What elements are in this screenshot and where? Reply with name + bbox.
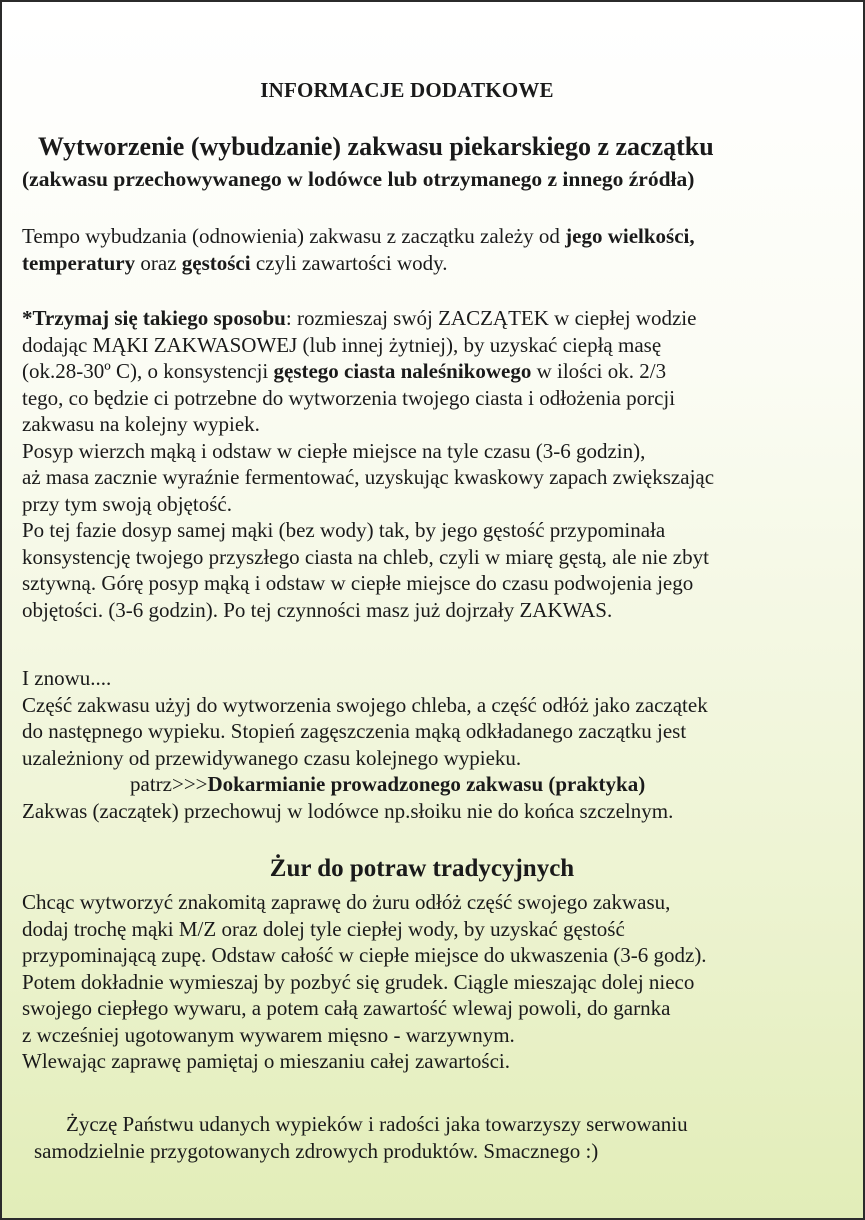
again-line: Zakwas (zaczątek) przechowuj w lodówce np.słoiku nie do końca szczelnym. — [22, 798, 674, 823]
intro-text: czyli zawartości wody. — [250, 250, 448, 275]
closing-paragraph — [22, 1111, 842, 1164]
intro-line-1 — [22, 223, 848, 250]
intro-line-2 — [22, 250, 848, 277]
again-line: do następnego wypieku. Stopień zagęszczenia mąką odkładanego zaczątku jest — [22, 719, 687, 743]
method-line: Po tej fazie dosyp samej mąki (bez wody) tak, by jego gęstość przypominała — [22, 518, 666, 542]
method-bold-lead: *Trzymaj się takiego sposobu — [22, 306, 286, 330]
zur-paragraph — [22, 889, 848, 1075]
again-line: I znowu.... — [22, 666, 112, 690]
again-paragraph — [22, 665, 848, 824]
method-line: aż masa zacznie wyraźnie fermentować, uzyskując kwaskowy zapach zwiększając — [22, 465, 715, 489]
method-bold-consistency: gęstego ciasta naleśnikowego — [273, 359, 532, 383]
intro-bold-temperature: temperatury — [22, 250, 136, 275]
zur-line: Chcąc wytworzyć znakomitą zaprawę do żuru odłóż część swojego zakwasu, — [22, 890, 671, 914]
intro-paragraph — [22, 223, 848, 276]
zur-title: Żur do potraw tradycyjnych — [269, 855, 575, 882]
closing-line-1: Życzę Państwu udanych wypieków i radości jaka towarzyszy serwowaniu — [66, 1112, 688, 1136]
zur-line: Wlewając zaprawę pamiętaj o mieszaniu całej zawartości. — [22, 1049, 510, 1073]
zur-line: dodaj trochę mąki M/Z oraz dolej tyle ciepłej wody, by uzyskać gęstość — [22, 916, 625, 941]
zur-line: przypominającą zupę. Odstaw całość w ciepłe miejsce do ukwaszenia (3-6 godz). — [22, 943, 707, 967]
closing-line-2: samodzielnie przygotowanych zdrowych produktów. Smacznego :) — [34, 1138, 599, 1163]
zur-line: swojego ciepłego wywaru, a potem całą zawartość wlewaj powoli, do garnka — [22, 996, 671, 1020]
method-line: Posyp wierzch mąką i odstaw w ciepłe miejsce na tyle czasu (3-6 godzin), — [22, 438, 646, 463]
zur-line: z wcześniej ugotowanym wywarem mięsno - warzywnym. — [22, 1022, 515, 1047]
method-line: tego, co będzie ci potrzebne do wytworzenia twojego ciasta i odłożenia porcji — [22, 385, 676, 410]
method-line — [22, 305, 848, 332]
article-title: Wytworzenie (wybudzanie) zakwasu piekarskiego z zaczątku — [38, 132, 714, 161]
see-also-link[interactable]: Dokarmianie prowadzonego zakwasu (praktyka) — [207, 772, 646, 796]
again-line: uzależniony od przewidywanego czasu kolejnego wypieku. — [22, 745, 522, 770]
method-line: dodając MĄKI ZAKWASOWEJ (lub innej żytniej), by uzyskać ciepłą masę — [22, 332, 662, 357]
intro-bold-size: jego wielkości, — [565, 224, 695, 248]
intro-text: Tempo wybudzania (odnowienia) zakwasu z zaczątku zależy od — [22, 224, 566, 248]
method-line — [22, 358, 848, 385]
zur-line: Potem dokładnie wymieszaj by pozbyć się grudek. Ciągle mieszając dolej nieco — [22, 969, 695, 994]
method-line: konsystencję twojego przyszłego ciasta na chleb, czyli w miarę gęstą, ale nie zbyt — [22, 544, 709, 569]
method-line: zakwasu na kolejny wypiek. — [22, 412, 260, 436]
method-line: objętości. (3-6 godzin). Po tej czynności masz już dojrzały ZAKWAS. — [22, 597, 613, 622]
method-line: sztywną. Górę posyp mąką i odstaw w ciepłe miejsce do czasu podwojenia jego — [22, 571, 694, 595]
method-paragraph — [22, 305, 848, 623]
method-text: w ilości ok. 2/3 — [531, 359, 667, 383]
method-text: (ok.28-30º C), o konsystencji — [22, 359, 274, 383]
see-also-prefix: patrz>>> — [130, 772, 208, 796]
article-subtitle: (zakwasu przechowywanego w lodówce lub otrzymanego z innego źródła) — [22, 167, 695, 191]
intro-bold-density: gęstości — [181, 250, 251, 275]
page-heading: INFORMACJE DODATKOWE — [260, 78, 554, 102]
see-also-line — [22, 771, 848, 798]
again-line: Część zakwasu użyj do wytworzenia swojego chleba, a część odłóż jako zaczątek — [22, 692, 708, 717]
method-line: przy tym swoją objętość. — [22, 491, 232, 516]
intro-text: oraz — [135, 250, 182, 275]
method-text: : rozmieszaj swój ZACZĄTEK w ciepłej wodzie — [285, 306, 697, 330]
